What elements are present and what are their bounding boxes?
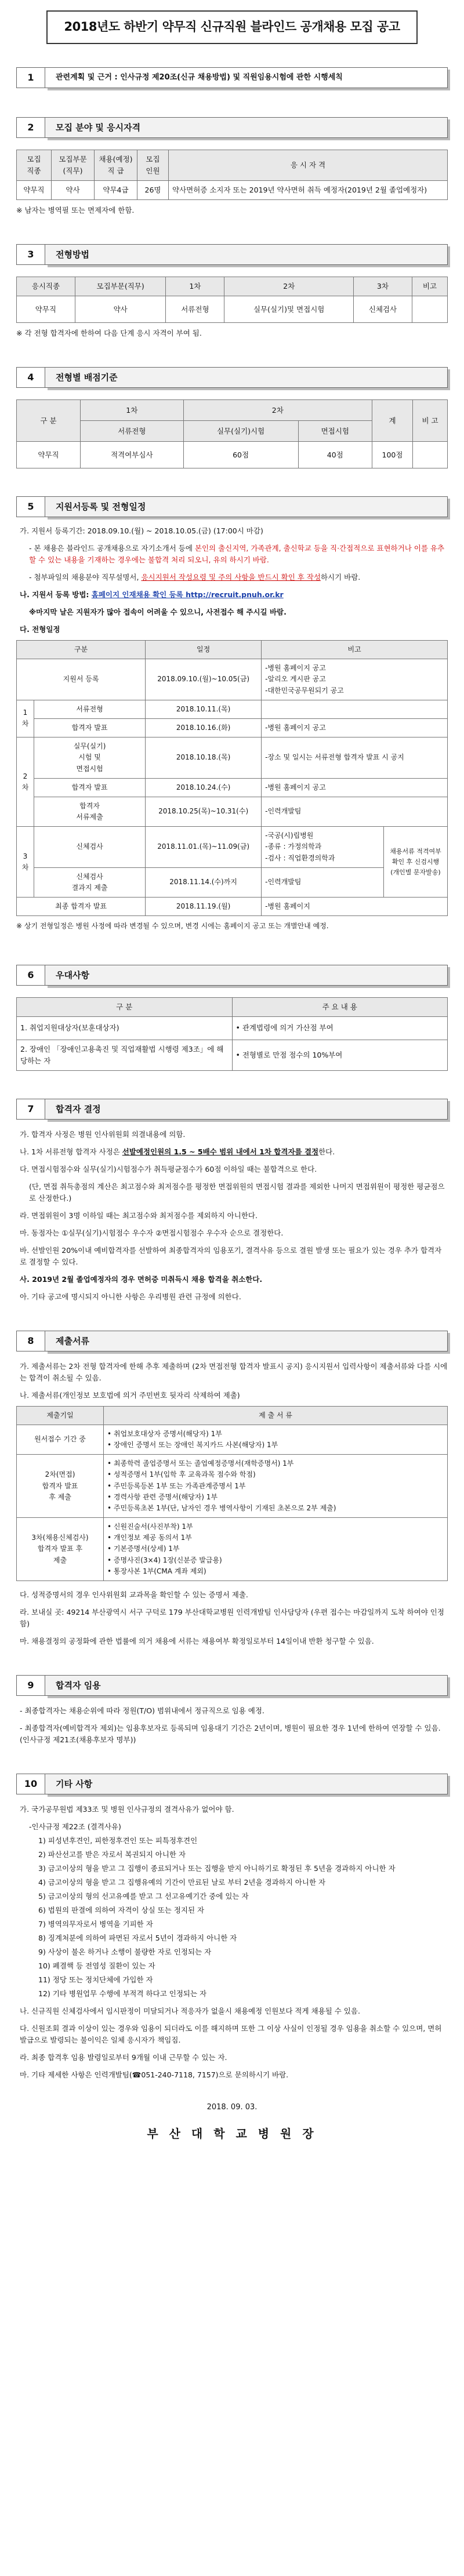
section-5-header xyxy=(16,496,448,517)
table-header: 응 시 자 격 xyxy=(169,150,448,181)
list-item: 3) 금고이상의 형을 받고 그 집행이 종료되거나 또는 집행을 받지 아니하기로 확정된 후 5년을 경과하지 아니한 자 xyxy=(38,1864,396,1873)
section-number: 9 xyxy=(16,1675,45,1696)
table-row: 원서접수 기간 중 • 취업보호대상자 증명서(해당자) 1부 • 장애인 증명서 또는 장애인 복지카드 사본(해당자) 1부 xyxy=(17,1425,448,1454)
preference-table: 구 분 주 요 내 용 1. 취업지원대상자(보훈대상자) • 관계법령에 의거 가산점 부여 2. 장애인 「장애인고용촉진 및 직업재활법 시행령 제3조」에 해당하는 자 • 전형별로 만점 점수의 10%부여 xyxy=(16,997,448,1071)
list-item: 10) 폐결핵 등 전염성 질환이 있는 자 xyxy=(38,1961,155,1970)
section-number: 7 xyxy=(16,1099,45,1120)
recruit-field-table xyxy=(16,150,448,200)
list-item: 11) 정당 또는 정치단체에 가입한 자 xyxy=(38,1975,153,1984)
list-item: 2) 파산선고를 받은 자로서 복권되지 아니한 자 xyxy=(38,1850,186,1859)
section-title: 제출서류 xyxy=(45,1331,448,1351)
list-item: 7) 병역의무자로서 병역을 기피한 자 xyxy=(38,1920,153,1928)
notice-date: 2018. 09. 03. xyxy=(206,2103,258,2112)
table-header: 채용(예정) 직 급 xyxy=(95,150,137,181)
deadline-tip: ※마지막 날은 지원자가 많아 접속이 어려울 수 있으니, 사전접수 해 주시길 바람. xyxy=(29,608,287,616)
table-row: 합격자 발표 2018.10.16.(화) -병원 홈페이지 공고 xyxy=(17,718,448,737)
section-number: 10 xyxy=(16,1774,45,1794)
table-row: 약무직 적격여부심사 60점 40점 100점 xyxy=(17,442,448,468)
section-title: 우대사항 xyxy=(45,965,448,986)
table-row: 합격자 서류제출 2018.10.25(목)~10.31(수) -인력개발팀 xyxy=(17,797,448,826)
note: ※ 각 전형 합격자에 한하여 다음 단계 응시 자격이 부여 됨. xyxy=(16,329,202,337)
section-10-header xyxy=(16,1774,448,1794)
section-3-header xyxy=(16,244,448,265)
list-item: 5) 금고이상의 형의 선고유예를 받고 그 선고유예기간 중에 있는 자 xyxy=(38,1892,249,1901)
table-header: 모집 직종 xyxy=(17,150,52,181)
table-row: 1. 취업지원대상자(보훈대상자) • 관계법령에 의거 가산점 부여 xyxy=(17,1016,448,1040)
blind-notice: - 본 채용은 블라인드 공개채용으로 자기소개서 등에 본인의 출신지역, 가족관계, 출신학교 등을 직·간접적으로 표현하거나 이를 유추 할 수 있는 내용을 기재하는 경우에는 불합격 처리 되오니, 유의 하시기 바람. xyxy=(29,544,445,564)
table-row: 최종 합격자 발표 2018.11.19.(월) -병원 홈페이지 xyxy=(17,898,448,916)
section-title: 기타 사항 xyxy=(45,1774,448,1794)
note: ※ 상기 전형일정은 병원 사정에 따라 변경될 수 있으며, 변경 시에는 홈페이지 공고 또는 개별안내 예정. xyxy=(16,922,329,931)
section-number: 3 xyxy=(16,244,45,265)
section-number: 1 xyxy=(16,67,45,88)
section-number: 4 xyxy=(16,367,45,388)
table-row: 2차 실무(실기) 시험 및 면접시험 2018.10.18.(목) -장소 및 일시는 서류전형 합격자 발표 시 공지 xyxy=(17,737,448,779)
table-row: 약무직 약사 서류전형 실무(실기)및 면접시험 신체검사 xyxy=(17,296,448,323)
list-item: 9) 사상이 불온 하거나 소행이 불량한 자로 인정되는 자 xyxy=(38,1948,212,1956)
list-item: 8) 징계처분에 의하여 파면된 자로서 5년이 경과하지 아니한 자 xyxy=(38,1934,237,1942)
section-title: 지원서등록 및 전형일정 xyxy=(45,496,448,517)
section-1-header xyxy=(16,67,448,88)
note: ※ 남자는 병역필 또는 면제자에 한함. xyxy=(16,206,135,215)
section-title: 전형별 배점기준 xyxy=(45,367,448,388)
table-row: 3차 신체검사 2018.11.01.(목)~11.09(금) -국공(시)립병원 -종류 : 가정의학과 -검사 : 직업환경의학과 채용서류 적격여부 확인 후 신검시행 (개인별 문자발송) xyxy=(17,827,448,868)
recruit-site-link[interactable]: 홈페이지 인재채용 확인 등록 http://recruit.pnuh.or.kr xyxy=(91,590,284,599)
attach-notice: - 첨부파일의 채용분야 직무설명서, 응시지원서 작성요령 및 주의 사항을 반드시 확인 후 작성하시기 바람. xyxy=(29,573,361,582)
table-row: 1차 서류전형 2018.10.11.(목) xyxy=(17,700,448,718)
page-title: 2018년도 하반기 약무직 신규직원 블라인드 공개채용 모집 공고 xyxy=(46,10,418,44)
documents-table: 제출기일 제 출 서 류 원서접수 기간 중 • 취업보호대상자 증명서(해당자) 1부 • 장애인 증명서 또는 장애인 복지카드 사본(해당자) 1부 2차(면접) 합격자 발표 후 제출 • 최종학력 졸업증명서 또는 졸업예정증명서(재학증명서) 1부 • 성적증명서 1부(입학 후 교육과목 점수와 학점) • 주민등록등본 1부 또는 가족관계증명서 1부 • 경력사항 관련 증명서(해당자) 1부 • 주민등록초본 1부(단, 남자인 경우 병역사항이 기재된 초본으로 2부 제출) 3차(채용신체검사) 합격자 발표 후 제출 • 신원진술서(사진부착) 1부 • 개인정보 제공 동의서 1부 • 기본증명서(상세) 1부 • 증명사진(3×4) 1장(신분증 발급용) • 통장사본 1부(CMA 계좌 제외) xyxy=(16,1406,448,1581)
table-row: 합격자 발표 2018.10.24.(수) -병원 홈페이지 공고 xyxy=(17,778,448,797)
list-item: 1) 피성년후견인, 피한정후견인 또는 피특정후견인 xyxy=(38,1836,198,1845)
table-header: 모집부문 (직무) xyxy=(52,150,95,181)
section-7-header xyxy=(16,1099,448,1120)
table-row: 2. 장애인 「장애인고용촉진 및 직업재활법 시행령 제3조」에 해당하는 자 • 전형별로 만점 점수의 10%부여 xyxy=(17,1040,448,1070)
table-row: 3차(채용신체검사) 합격자 발표 후 제출 • 신원진술서(사진부착) 1부 • 개인정보 제공 동의서 1부 • 기본증명서(상세) 1부 • 증명사진(3×4) 1장(신분증 발급용) • 통장사본 1부(CMA 계좌 제외) xyxy=(17,1518,448,1581)
list-item: 4) 금고이상의 형을 받고 그 집행유예의 기간이 만료된 날로 부터 2년을 경과하지 아니한 자 xyxy=(38,1878,326,1887)
table-row: 지원서 등록 2018.09.10.(월)~10.05(금) -병원 홈페이지 공고 -알리오 게시판 공고 -대한민국공무원되기 공고 xyxy=(17,659,448,700)
notice-page: 2018년도 하반기 약무직 신규직원 블라인드 공개채용 모집 공고 1 관련계획 및 근거 : 인사규정 제20조(신규 채용방법) 및 직원임용시험에 관한 시행세칙 2 모집 분야 및 응시자격 모집 직종 모집부문 (직무) 채용(예정) 직 급 모집 인원 응 시 자 격 약무직 약사 약무4급 26명 약사면허증 소지자 또는 2019년 약사면허 취득 예정자(2019년 2월 졸업예정자) ※ 남자는 병역필 또는 면제자에 한함. 3 전형방법 응시직종 모집부문(직무) 1차 2차 3차 비고 약무직 약사 서류전형 실무(실기)및 면접시험 신체검사 ※ 각 전형 합격자에 한하여 다음 단계 응시 자격이 부여 됨. 4 전형별 배점기준 구 분 1차 2차 계 비 고 서류전형 실무(실기)시험 면접시험 약무직 적격여부심사 60점 40점 100점 5 지원서등록 및 전형일정 가. 지원서 등록기간: 2018.09.10.(월) ~ 2018.10.05.(금) (17:00시 마감) - 본 채용은 블라인드 공개채용으로 자기소개서 등에 본인의 출신지역, 가족관계, 출신학교 등을 직·간접적으로 표현하거나 이를 유추 할 수 있는 내용을 기재하는 경우에는 불합격 처리 되오니, 유의 하시기 바람. - 첨부파일의 채용분야 직무설명서, 응시지원서 작성요령 및 주의 사항을 반드시 확인 후 작성하시기 바람. 나. 지원서 등록 방법: 홈페이지 인재채용 확인 등록 http://recruit.pnuh.or.kr ※마지막 날은 지원자가 많아 접속이 어려울 수 있으니, 사전접수 해 주시길 바람. 다. 전형일정 구분 일정 비고 지원서 등록 2018.09.10.(월)~10.05(금) -병원 홈페이지 공고 -알리오 게시판 공고 -대한민국공무원되기 공고 1차 서류전형 2018.10.11.(목) 합격자 발표 2018.10.16.(화) -병원 홈페이지 공고 2차 실무(실기) 시험 및 면접시험 2018.10.18.(목) -장소 및 일시는 서류전형 합격자 발표 시 공지 합격자 발표 2018.10.24.(수) -병원 홈페이지 공고 합격자 서류제출 2018.10.25(목)~10.31(수) -인력개발팀 3차 신체검사 2018.11.01.(목)~11.09(금) -국공(시)립병원 -종류 : 가정의학과 -검사 : 직업환경의학과 채용서류 적격여부 확인 후 신검시행 (개인별 문자발송) 신체검사 결과지 제출 2018.11.14.(수)까지 -인력개발팀 최종 합격자 발표 2018.11.19.(월) -병원 홈페이지 ※ 상기 전형일정은 병원 사정에 따라 변경될 수 있으며, 변경 시에는 홈페이지 공고 또는 개별안내 예정. 6 우대사항 구 분 주 요 내 용 1. 취업지원대상자(보훈대상자) • 관계법령에 의거 가산점 부여 2. 장애인 「장애인고용촉진 및 직업재활법 시행령 제3조」에 해당하는 자 • 전형별로 만점 점수의 10%부여 7 합격자 결정 가. 합격자 사정은 병원 인사위원회 의결내용에 의함. 나. 1차 서류전형 합격자 사정은 선발예정인원의 1.5 ~ 5배수 범위 내에서 1차 합격자를 결정한다. 다. 면접시험점수와 실무(실기)시험점수가 취득평균점수가 60점 이하일 때는 불합격으로 한다. (단, 면접 취득총점의 계산은 최고점수와 최저점수를 평정한 면접위원의 면접시험 결과를 제외한 나머지 면접위원이 평정한 평균점으로 산정한다.) 라. 면접위원이 3명 이하일 때는 최고점수와 최저점수를 제외하지 아니한다. 마. 동점자는 ①실무(실기)시험점수 우수자 ②면접시험점수 우수자 순으로 결정한다. 바. 선발인원 20%이내 예비합격자를 선발하여 최종합격자의 임용포기, 결격사유 등으로 결원 발생 또는 필요가 있는 경우 추가 합격자로 결정할 수 있다. 사. 2019년 2월 졸업예정자의 경우 면허증 미취득시 채용 합격을 취소한다. 아. 기타 공고에 명시되지 아니한 사항은 우리병원 관련 규정에 의한다. 8 제출서류 가. 제출서류는 2차 전형 합격자에 한해 추후 제출하며 (2차 면접전형 합격자 발표시 공지) 응시지원서 입력사항이 제출서류와 다를 시에는 합격이 취소될 수 있음. 나. 제출서류(개인정보 보호법에 의거 주민번호 뒷자리 삭제하여 제출) 제출기일 제 출 서 류 원서접수 기간 중 • 취업보호대상자 증명서(해당자) 1부 • 장애인 증명서 또는 장애인 복지카드 사본(해당자) 1부 2차(면접) 합격자 발표 후 제출 • 최종학력 졸업증명서 또는 졸업예정증명서(재학증명서) 1부 • 성적증명서 1부(입학 후 교육과목 점수와 학점) • 주민등록등본 1부 또는 가족관계증명서 1부 • 경력사항 관련 증명서(해당자) 1부 • 주민등록초본 1부(단, 남자인 경우 병역사항이 기재된 초본으로 2부 제출) 3차(채용신체검사) 합격자 발표 후 제출 • 신원진술서(사진부착) 1부 • 개인정보 제공 동의서 1부 • 기본증명서(상세) 1부 • 증명사진(3×4) 1장(신분증 발급용) • 통장사본 1부(CMA 계좌 제외) 다. 성적증명서의 경우 인사위원회 교과목을 확인할 수 있는 증명서 제출. 라. 보내실 곳: 49214 부산광역시 서구 구덕로 179 부산대학교병원 인력개발팀 인사담당자 (우편 접수는 마감일까지 도착 하여야 인정함) 마. 채용결정의 공정화에 관한 법률에 의거 채용에 서류는 채용여부 확정일로부터 14일이내 반환 청구할 수 있음. 9 합격자 임용 - 최종합격자는 채용순위에 따라 정원(T/O) 범위내에서 정규직으로 임용 예정. - 최종합격자(예비합격자 제외)는 임용후보자로 등록되며 임용대기 기간은 2년이며, 병원이 필요한 경우 1년에 한하여 연장할 수 있음. (인사규정 제21조(채용후보자 명부)) 10 기타 사항 가. 국가공무원법 제33조 및 병원 인사규정의 결격사유가 없어야 함. -인사규정 제22조 (결격사유) 1) 피성년후견인, 피한정후견인 또는 피특정후견인 2) 파산선고를 받은 자로서 복권되지 아니한 자 3) 금고이상의 형을 받고 그 집행이 종료되거나 또는 집행을 받지 아니하기로 확정된 후 5년을 경과하지 아니한 자 4) 금고이상의 형을 받고 그 집행유예의 기간이 만료된 날로 부터 2년을 경과하지 아니한 자 5) 금고이상의 형의 선고유예를 받고 그 선고유예기간 중에 있는 자 6) 법원의 판결에 의하여 자격이 상실 또는 정지된 자 7) 병역의무자로서 병역을 기피한 자 8) 징계처분에 의하여 파면된 자로서 5년이 경과하지 아니한 자 9) 사상이 불온 하거나 소행이 불량한 자로 인정되는 자 10) 폐결핵 등 전염성 질환이 있는 자 11) 정당 또는 정치단체에 가입한 자 12) 기타 병원업무 수행에 부적격 하다고 인정되는 자 나. 신규직원 신체검사에서 임시판정이 미달되거나 적응자가 없을시 채용예정 인원보다 적게 채용될 수 있음. 다. 신원조회 결과 이상이 있는 경우와 임용이 되더라도 이를 해지하며 또한 그 이상 사실이 인정될 경우 임용을 취소할 수 있으며, 면허발급으로 발령되는 불이익은 일체 응시자가 책임짐. 라. 최종 합격후 임용 발령일로부터 9개월 이내 근무할 수 있는 자. 마. 기타 제세한 사항은 인력개발팀(☎051-240-7118, 7157)으로 문의하시기 바람. 2018. 09. 03. 부 산 대 학 교 병 원 장 xyxy=(0,0,464,2576)
score-table: 구 분 1차 2차 계 비 고 서류전형 실무(실기)시험 면접시험 약무직 적격여부심사 60점 40점 100점 xyxy=(16,399,448,468)
list-item: 12) 기타 병원업무 수행에 부적격 하다고 인정되는 자 xyxy=(38,1989,207,1998)
section-8-header xyxy=(16,1331,448,1351)
section-number: 8 xyxy=(16,1331,45,1351)
section-number: 5 xyxy=(16,496,45,517)
list-item: 6) 법원의 판결에 의하여 자격이 상실 또는 정지된 자 xyxy=(38,1906,205,1914)
section-title: 합격자 결정 xyxy=(45,1099,448,1120)
table-row: 2차(면접) 합격자 발표 후 제출 • 최종학력 졸업증명서 또는 졸업예정증명서(재학증명서) 1부 • 성적증명서 1부(입학 후 교육과목 점수와 학점) • 주민등록등본 1부 또는 가족관계증명서 1부 • 경력사항 관련 증명서(해당자) 1부 • 주민등록초본 1부(단, 남자인 경우 병역사항이 기재된 초본으로 2부 제출) xyxy=(17,1455,448,1518)
section-4-header xyxy=(16,367,448,388)
section-9-header xyxy=(16,1675,448,1696)
selection-method-table: 응시직종 모집부문(직무) 1차 2차 3차 비고 약무직 약사 서류전형 실무(실기)및 면접시험 신체검사 xyxy=(16,277,448,323)
section-6-header xyxy=(16,965,448,986)
section-1-text: 관련계획 및 근거 : 인사규정 제20조(신규 채용방법) 및 직원임용시험에 관한 시행세칙 xyxy=(45,67,448,88)
table-row: 신체검사 결과지 제출 2018.11.14.(수)까지 -인력개발팀 xyxy=(17,867,448,897)
section-2-header xyxy=(16,117,448,138)
schedule-label: 다. 전형일정 xyxy=(20,625,60,634)
section-title: 모집 분야 및 응시자격 xyxy=(45,117,448,138)
section-number: 2 xyxy=(16,117,45,138)
apply-period: 가. 지원서 등록기간: 2018.09.10.(월) ~ 2018.10.05.(금) (17:00시 마감) xyxy=(20,526,263,535)
disqualification-list xyxy=(16,1835,448,2000)
schedule-table: 구분 일정 비고 지원서 등록 2018.09.10.(월)~10.05(금) -병원 홈페이지 공고 -알리오 게시판 공고 -대한민국공무원되기 공고 1차 서류전형 2018.10.11.(목) 합격자 발표 2018.10.16.(화) -병원 홈페이지 공고 2차 실무(실기) 시험 및 면접시험 2018.10.18.(목) -장소 및 일시는 서류전형 합격자 발표 시 공지 합격자 발표 2018.10.24.(수) -병원 홈페이지 공고 합격자 서류제출 2018.10.25(목)~10.31(수) -인력개발팀 3차 신체검사 2018.11.01.(목)~11.09(금) -국공(시)립병원 -종류 : 가정의학과 -검사 : 직업환경의학과 채용서류 적격여부 확인 후 신검시행 (개인별 문자발송) 신체검사 결과지 제출 2018.11.14.(수)까지 -인력개발팀 최종 합격자 발표 2018.11.19.(월) -병원 홈페이지 xyxy=(16,640,448,916)
section-title: 전형방법 xyxy=(45,244,448,265)
table-header: 모집 인원 xyxy=(137,150,169,181)
table-row: 약무직 약사 약무4급 26명 약사면허증 소지자 또는 2019년 약사면허 취득 예정자(2019년 2월 졸업예정자) xyxy=(17,181,448,200)
issuer-name: 부 산 대 학 교 병 원 장 xyxy=(147,2126,317,2141)
section-number: 6 xyxy=(16,965,45,986)
section-title: 합격자 임용 xyxy=(45,1675,448,1696)
apply-method: 나. 지원서 등록 방법: 홈페이지 인재채용 확인 등록 http://recruit.pnuh.or.kr xyxy=(20,590,284,599)
